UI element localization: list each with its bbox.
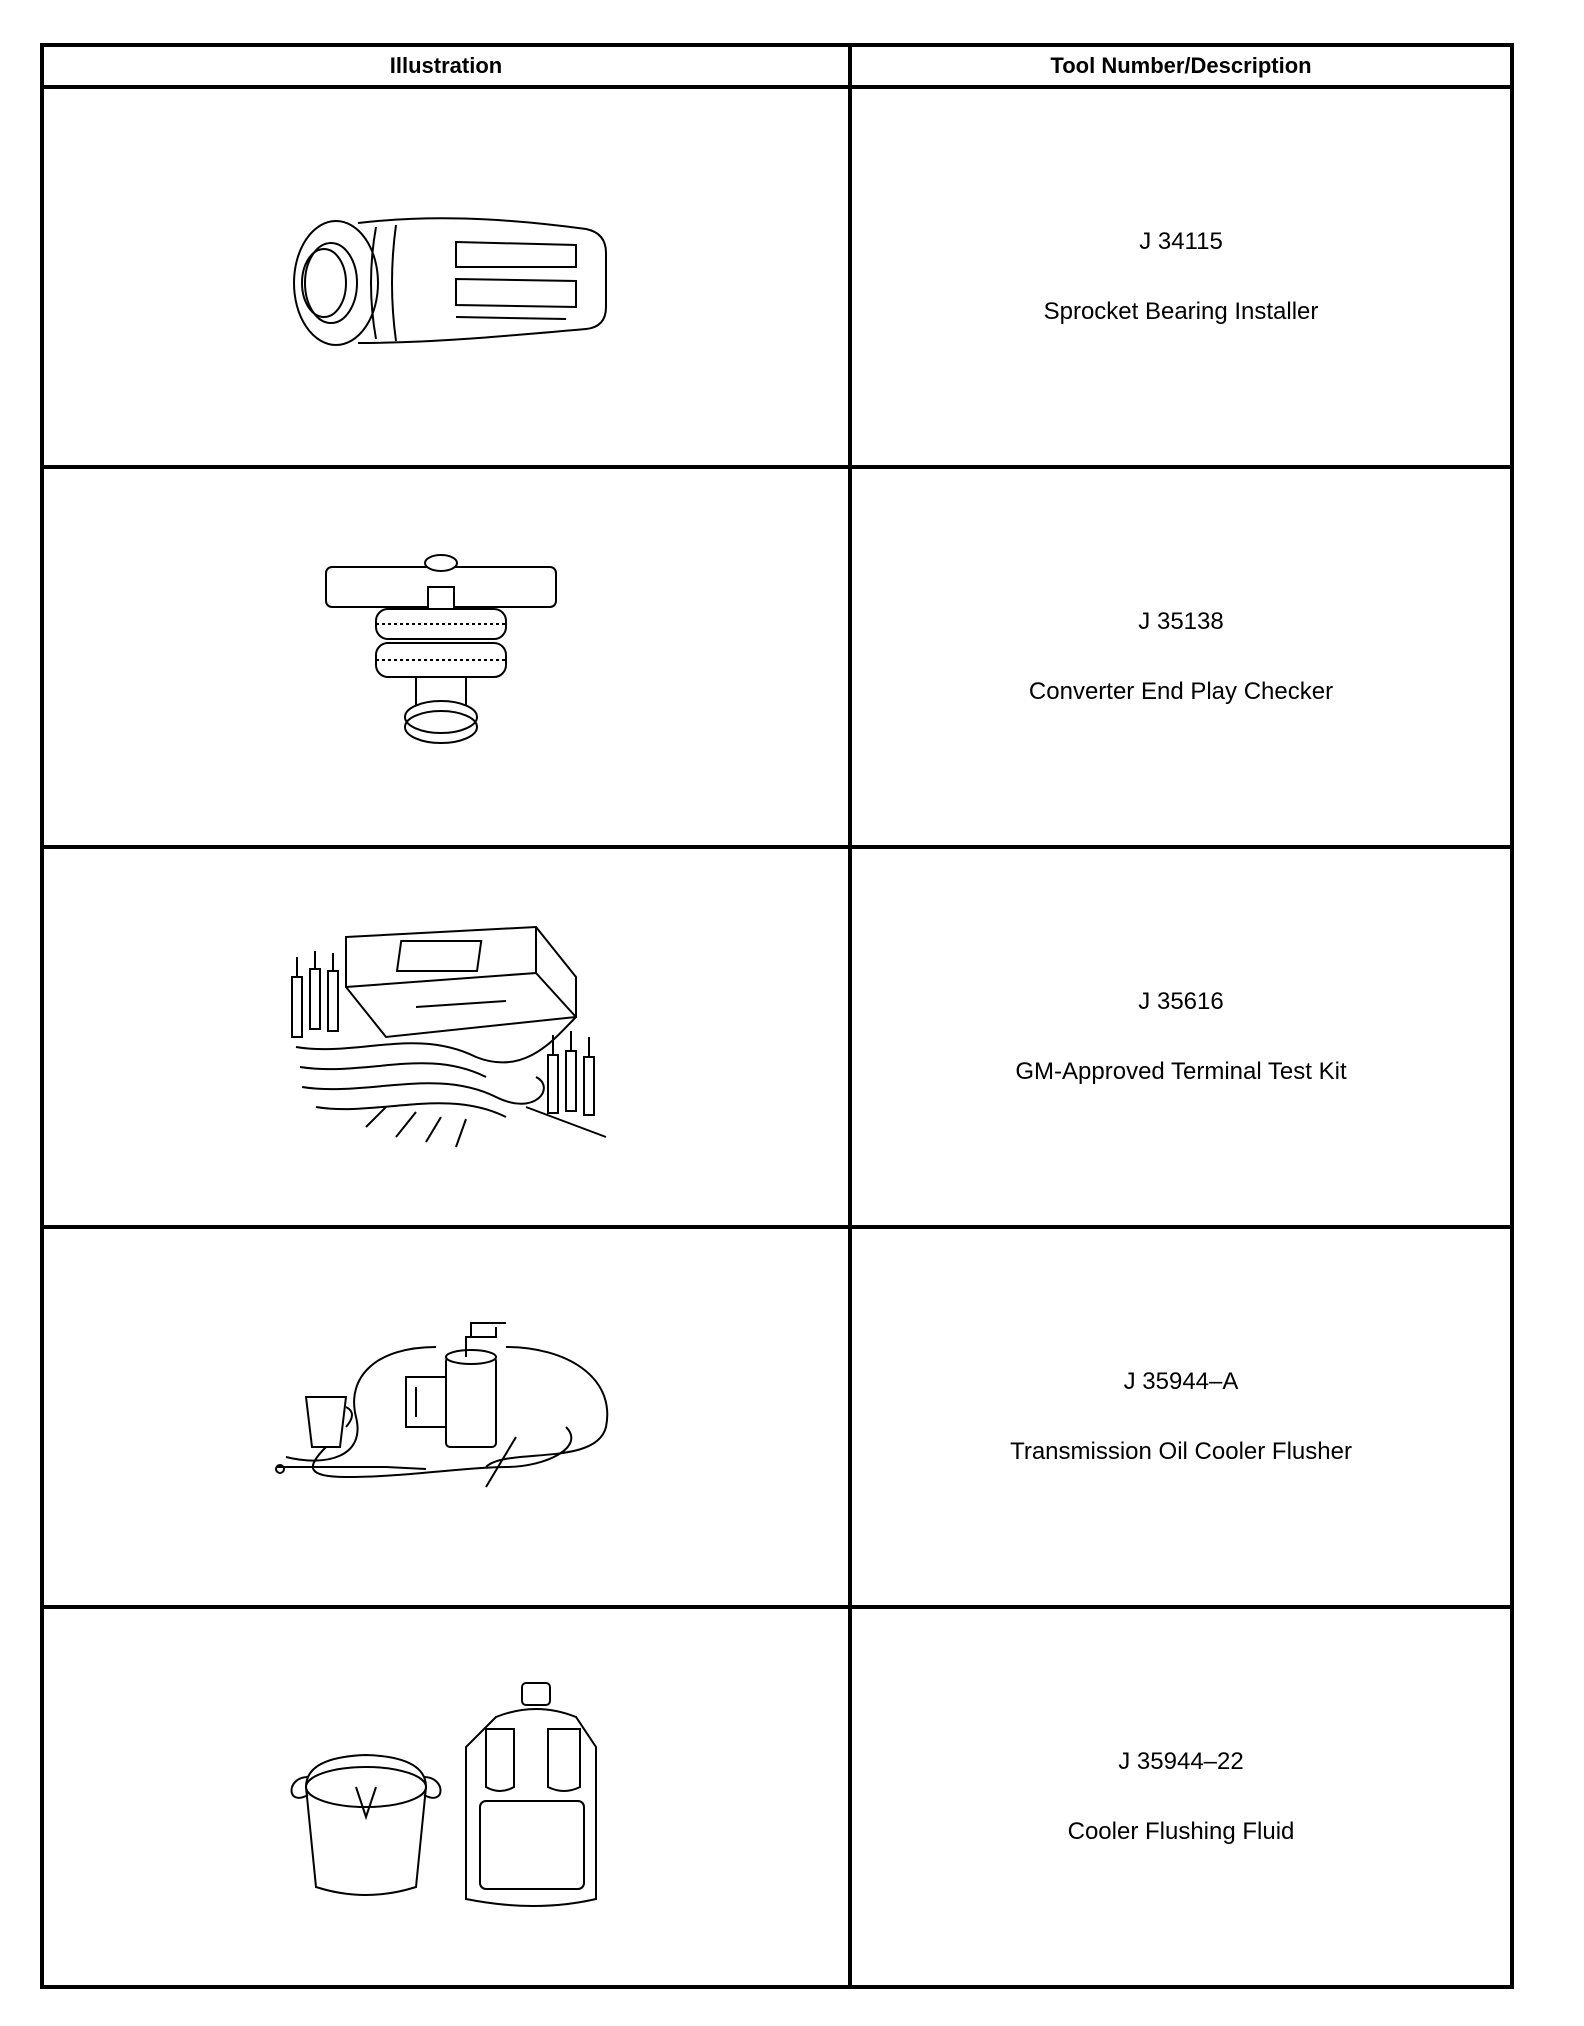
tool-info-cell	[850, 467, 1512, 847]
tool-description: GM-Approved Terminal Test Kit	[1015, 1058, 1347, 1085]
tool-description: Converter End Play Checker	[1028, 678, 1334, 705]
header-row	[42, 45, 1512, 87]
illustration-cell	[42, 847, 850, 1227]
table-row	[42, 1227, 1512, 1607]
illustration-cell	[42, 87, 850, 467]
tool-info-cell	[850, 1607, 1512, 1987]
tool-info-cell	[850, 847, 1512, 1227]
table-row	[42, 1607, 1512, 1987]
tool-number: J 35616	[1138, 988, 1224, 1015]
tool-table	[40, 43, 1514, 1989]
illustration-cell	[42, 1227, 850, 1607]
tool-description: Transmission Oil Cooler Flusher	[1010, 1438, 1352, 1465]
header-illustration: Illustration	[42, 45, 850, 87]
tool-number: J 35944–A	[1123, 1368, 1239, 1395]
table-row	[42, 847, 1512, 1227]
table-row	[42, 87, 1512, 467]
table-row	[42, 467, 1512, 847]
tool-description: Sprocket Bearing Installer	[1043, 298, 1319, 325]
header-tool-description: Tool Number/Description	[850, 45, 1512, 87]
tool-number: J 35138	[1138, 608, 1224, 635]
sprocket-bearing-installer-icon	[276, 187, 616, 367]
oil-cooler-flusher-icon	[266, 1317, 626, 1517]
converter-end-play-checker-icon	[316, 547, 576, 767]
illustration-cell	[42, 467, 850, 847]
illustration-cell	[42, 1607, 850, 1987]
tool-info-cell	[850, 1227, 1512, 1607]
terminal-test-kit-icon	[276, 907, 616, 1167]
tool-info-cell	[850, 87, 1512, 467]
tool-description: Cooler Flushing Fluid	[1067, 1818, 1295, 1845]
tool-number: J 35944–22	[1118, 1748, 1244, 1775]
tool-number: J 34115	[1139, 228, 1223, 255]
flushing-fluid-icon	[286, 1677, 606, 1917]
